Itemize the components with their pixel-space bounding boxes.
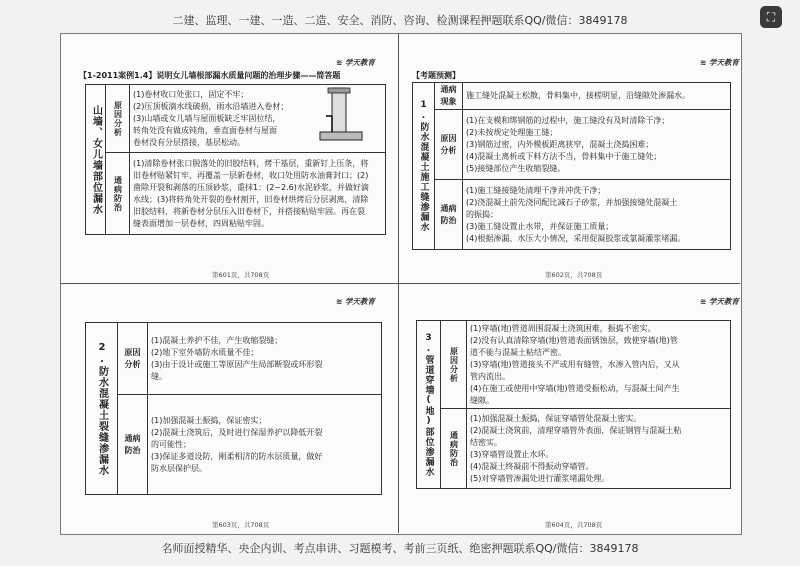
panel2-cause-label: 原因分析 [435,110,463,180]
brand-logo: ≋ 学天教育 [336,296,375,307]
list-item: 结密实。 [470,437,502,447]
list-item: (2)没有认真清除穿墙(地)管道表面锈蚀层，致使穿墙(地)管 [470,335,678,345]
panel4 [416,320,731,489]
panel4-cure-label: 通病防治 [441,409,467,489]
brand-logo: ≋ 学天教育 [700,57,739,68]
list-item: 水线；(3)将转角处开裂的卷材割开，旧卷材烘烤后分层剥离，清除 [133,194,369,204]
panel2-causes [463,110,731,180]
list-item: 缝。 [151,371,167,381]
list-item: (4)混凝土离析或下料方法不当，骨料集中于施工缝处； [466,151,662,161]
page-number: 第601页，共708页 [212,271,270,279]
panel3 [85,322,382,495]
list-item: (2)未按规定处理施工缝； [466,127,558,137]
panel2-phen-label: 通病现象 [435,83,463,110]
panel3-cure-label: 通病防治 [118,395,148,495]
panel4-causes [467,321,731,409]
list-item: (3)由于设计或施工等原因产生局部断裂或环形裂 [151,359,323,369]
footer-banner: 名师面授精华、央企内训、考点串讲、习题模考、考前三页纸、绝密押题联系QQ/微信：3849178 [161,542,639,555]
list-item: (3)穿墙(地)管道接头不严或用有缝管，水渗入管内后，又从 [470,359,680,369]
header-banner: 二建、监理、一建、一造、二造、安全、消防、咨询、检测课程押题联系QQ/微信：3849178 [172,14,628,27]
list-item: 旧胶结料，将新卷材分层压入旧卷材下，并搭接粘贴牢固。再在裂 [133,206,365,216]
panel4-cause-label: 原因分析 [441,321,467,409]
list-item: (3)施工缝设置止水带，并保证施工质量； [466,221,614,231]
list-item: (1)在支模和绑钢筋的过程中，施工缝没有及时清除干净； [466,115,670,125]
panel1-section: 山墙、女儿墙部位漏水 [86,85,106,235]
list-item: (2)混凝土浇筑后，及时进行保湿养护以降低开裂 [151,427,323,437]
panel3-section: 2.防水混凝土裂缝渗漏水 [86,323,118,495]
panel2 [412,82,731,250]
panel2-title: 【考题预测】 [412,71,460,80]
list-item: 转角处没有做成钝角，垂直面卷材与屋面 [133,125,277,135]
list-item: 的振捣； [466,209,498,219]
list-item: (1)混凝土养护不佳，产生收缩裂缝； [151,335,283,345]
list-item: 防水层保护层。 [151,463,207,473]
list-item: (3)钢筋过密，内外模板距离狭窄，混凝土浇捣困难； [466,139,654,149]
list-item: 道不能与混凝土粘结严密。 [470,347,566,357]
list-item: (5)接缝部位产生收缩裂缝。 [466,163,566,173]
panel2-phenomenon: 施工缝处混凝土松散，骨料集中，接槎明显，沿缝隙处渗漏水。 [463,83,731,110]
list-item: (5)对穿墙管渗漏处进行灌浆堵漏处理。 [470,473,610,483]
panel2-section: 1.防水混凝土施工缝渗漏水 [413,83,435,250]
list-item: (1)加强混凝土振捣，保证穿墙管处混凝土密实。 [470,413,642,423]
list-item: (3)保证多道设防，刚柔相济的防水层质量，做好 [151,451,323,461]
list-item: (1)施工缝接缝处清理干净并冲洗干净； [466,185,606,195]
list-item: 缝隙。 [470,395,494,405]
scan-icon[interactable]: ⛶ [760,6,782,28]
panel2-cure-label: 通病防治 [435,180,463,250]
list-item: (2)浇混凝土前先浇同配比减石子砂浆，并加强接缝处混凝土 [466,197,678,207]
list-item: (1)加强混凝土振捣，保证密实； [151,415,267,425]
panel4-cures [467,409,731,489]
panel1-cure-label: 通病防治 [106,153,130,235]
page-number: 第602页，共708页 [545,271,603,279]
brand-logo: ≋ 学天教育 [336,57,375,68]
panel1-cause-label: 原因分析 [106,85,130,153]
list-item: (4)根据渗漏、水压大小情况，采用促凝胶浆或氯凝灌浆堵漏。 [466,233,686,243]
list-item: (2)混凝土浇筑前，清理穿墙管外表面，保证钢管与混凝土粘 [470,425,682,435]
list-item: (1)卷材收口处张口，固定不牢； [133,89,249,99]
panel3-cause-label: 原因分析 [118,323,148,395]
panel3-causes [148,323,382,395]
horizontal-divider [60,283,740,284]
list-item: 缝表面增加一层卷材，四周粘贴牢固。 [133,218,269,228]
panel1-cures [130,153,386,235]
panel3-cures [148,395,382,495]
list-item: (2)地下室外墙防水质量不佳； [151,347,259,357]
list-item: 凿除开裂和剥落的压顶砂浆，重抹1：(2~2.6)水泥砂浆，并做好滴 [133,182,369,192]
brand-logo: ≋ 学天教育 [700,296,739,307]
list-item: (1)穿墙(地)管道周围混凝土浇筑困难，振捣不密实。 [470,323,656,333]
parapet-diagram [318,86,364,146]
list-item: 的可能性； [151,439,191,449]
list-item: 旧卷材贴紧钉牢，再覆盖一层新卷材，收口处用防水油膏封口；(2) [133,170,369,180]
panel2-cures [463,180,731,250]
list-item: (3)山墙或女儿墙与屋面板缺乏牢固拉结， [133,113,281,123]
page-number: 第604页，共708页 [545,521,603,529]
panel4-section: 3.管道穿墙(地)部位渗漏水 [417,321,441,489]
list-item: (4)在施工或使用中穿墙(地)管道受振松动，与混凝土间产生 [470,383,680,393]
panel1-title: 【1-2011案例1.4】说明女儿墙根部漏水质量问题的治理步骤——简答题 [79,71,341,80]
page-number: 第603页，共708页 [212,521,270,529]
list-item: 管内流出。 [470,371,510,381]
list-item: (2)压顶板滴水线破损，雨水沿墙进入卷材； [133,101,289,111]
list-item: (3)穿墙管设置止水环。 [470,449,554,459]
list-item: 卷材没有分层搭接，基层松动。 [133,137,245,147]
list-item: (1)清除卷材张口脱落处的旧胶结料，烤干基层，重新钉上压条，将 [133,158,369,168]
list-item: (4)混凝土终凝前不得振动穿墙管。 [470,461,594,471]
